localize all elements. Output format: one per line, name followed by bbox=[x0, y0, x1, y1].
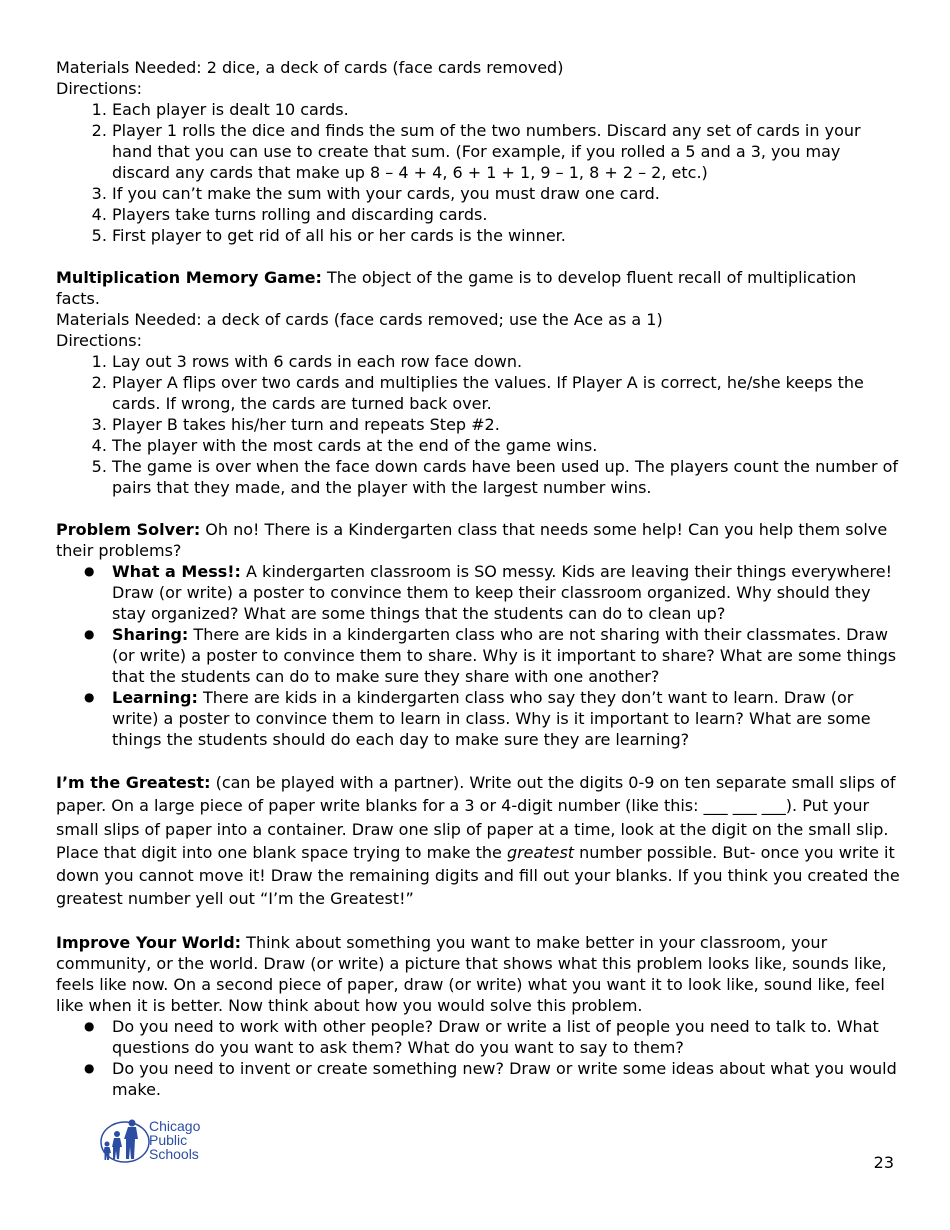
item-text: A kindergarten classroom is SO messy. Kids are leaving their things everywhere! Draw (or write) a poster to convince them to keep their classroom organized. Why should they stay organized? What are some things that the students can do to clean up? bbox=[112, 562, 893, 623]
logo-text-line: Chicago bbox=[149, 1118, 201, 1134]
section-sum-game bbox=[56, 57, 900, 246]
logo-text-line: Public bbox=[149, 1132, 188, 1148]
section-memory-game bbox=[56, 267, 900, 498]
bullet-list bbox=[56, 561, 900, 750]
emphasis-text: greatest bbox=[506, 842, 575, 862]
section-problem-solver bbox=[56, 519, 900, 750]
materials-line: Materials Needed: 2 dice, a deck of cards (face cards removed) bbox=[56, 58, 564, 77]
page-content bbox=[56, 57, 900, 1100]
section-title: I’m the Greatest: bbox=[56, 773, 211, 792]
section-intro bbox=[56, 519, 900, 561]
list-item: 1. Lay out 3 rows with 6 cards in each row face down. bbox=[112, 351, 900, 372]
section-intro bbox=[56, 267, 900, 309]
list-item: ● Do you need to work with other people? Draw or write a list of people you need to talk to. What questions do you want to ask them? What do you want to say to them? bbox=[112, 1016, 900, 1058]
section-text-part-2: number possible. But- once you write it down you cannot move it! Draw the remaining digits and fill out your blanks. If you think you created the greatest number yell out “I’m the Greatest!” bbox=[56, 842, 900, 909]
section-intro-text: The object of the game is to develop fluent recall of multiplication facts. bbox=[56, 268, 857, 308]
section-title: Problem Solver: bbox=[56, 520, 201, 539]
list-item: 4. Players take turns rolling and discarding cards. bbox=[112, 204, 900, 225]
section-title: Improve Your World: bbox=[56, 932, 242, 952]
list-item bbox=[112, 687, 900, 750]
list-item: 1. Each player is dealt 10 cards. bbox=[112, 99, 900, 120]
section-title: Multiplication Memory Game: bbox=[56, 268, 322, 287]
list-item: 2. Player A flips over two cards and multiplies the values. If Player A is correct, he/she keeps the cards. If wrong, the cards are turned back over. bbox=[112, 372, 900, 414]
section-intro-text: Oh no! There is a Kindergarten class that needs some help! Can you help them solve their problems? bbox=[56, 520, 888, 560]
directions-label: Directions: bbox=[56, 79, 143, 98]
cps-logo-icon bbox=[99, 1114, 219, 1166]
directions-list bbox=[56, 351, 900, 498]
item-title: What a Mess!: bbox=[112, 562, 241, 581]
list-item: 5. The game is over when the face down cards have been used up. The players count the number of pairs that they made, and the player with the largest number wins. bbox=[112, 456, 900, 498]
list-item bbox=[112, 561, 900, 624]
logo-text-line: Schools bbox=[149, 1146, 199, 1162]
section-intro-text: Think about something you want to make better in your classroom, your community, or the world. Draw (or write) a picture that shows what this problem looks like, sounds like, feels like now. On a second piece of paper, draw (or write) what you want it to look like, sound like, feel like when it is better. Now think about how you would solve this problem. bbox=[56, 932, 887, 1015]
item-title: Learning: bbox=[112, 688, 198, 707]
list-item: 2. Player 1 rolls the dice and finds the sum of the two numbers. Discard any set of cards in your hand that you can use to create that sum. (For example, if you rolled a 5 and a 3, you may discard any cards that make up 8 – 4 + 4, 6 + 1 + 1, 9 – 1, 8 + 2 – 2, etc.) bbox=[112, 120, 900, 183]
list-item: 5. First player to get rid of all his or her cards is the winner. bbox=[112, 225, 900, 246]
list-item: ● Do you need to invent or create something new? Draw or write some ideas about what you would make. bbox=[112, 1058, 900, 1100]
list-item: 3. Player B takes his/her turn and repeats Step #2. bbox=[112, 414, 900, 435]
item-title: Sharing: bbox=[112, 625, 189, 644]
directions-list bbox=[56, 99, 900, 246]
item-text: There are kids in a kindergarten class who are not sharing with their classmates. Draw (or write) a poster to convince them to share. Why is it important to share? What are some things that the students can do to make sure they share with one another? bbox=[112, 625, 897, 686]
materials-line: Materials Needed: a deck of cards (face cards removed; use the Ace as a 1) bbox=[56, 310, 663, 329]
directions-label: Directions: bbox=[56, 331, 143, 350]
section-body bbox=[56, 771, 900, 911]
bullet-list bbox=[56, 1016, 900, 1100]
page-number: 23 bbox=[873, 1153, 894, 1172]
section-improve-your-world bbox=[56, 932, 900, 1100]
section-text-part-1: (can be played with a partner). Write out the digits 0-9 on ten separate small slips of paper. On a large piece of paper write blanks for a 3 or 4-digit number (like this: ___ ___ ___). Put your small slips of paper into a container. Draw one slip of paper at a time, look at the digit on the small slip. Place that digit into one blank space trying to make the bbox=[56, 773, 896, 862]
section-im-the-greatest bbox=[56, 771, 900, 911]
list-item: 3. If you can’t make the sum with your cards, you must draw one card. bbox=[112, 183, 900, 204]
list-item bbox=[112, 624, 900, 687]
section-intro bbox=[56, 932, 900, 1016]
item-text: There are kids in a kindergarten class who say they don’t want to learn. Draw (or write) a poster to convince them to learn in class. Why is it important to learn? What are some things the students should do each day to make sure they are learning? bbox=[112, 688, 871, 749]
cps-logo bbox=[99, 1114, 219, 1166]
logo-figures bbox=[101, 1120, 149, 1163]
list-item: 4. The player with the most cards at the end of the game wins. bbox=[112, 435, 900, 456]
